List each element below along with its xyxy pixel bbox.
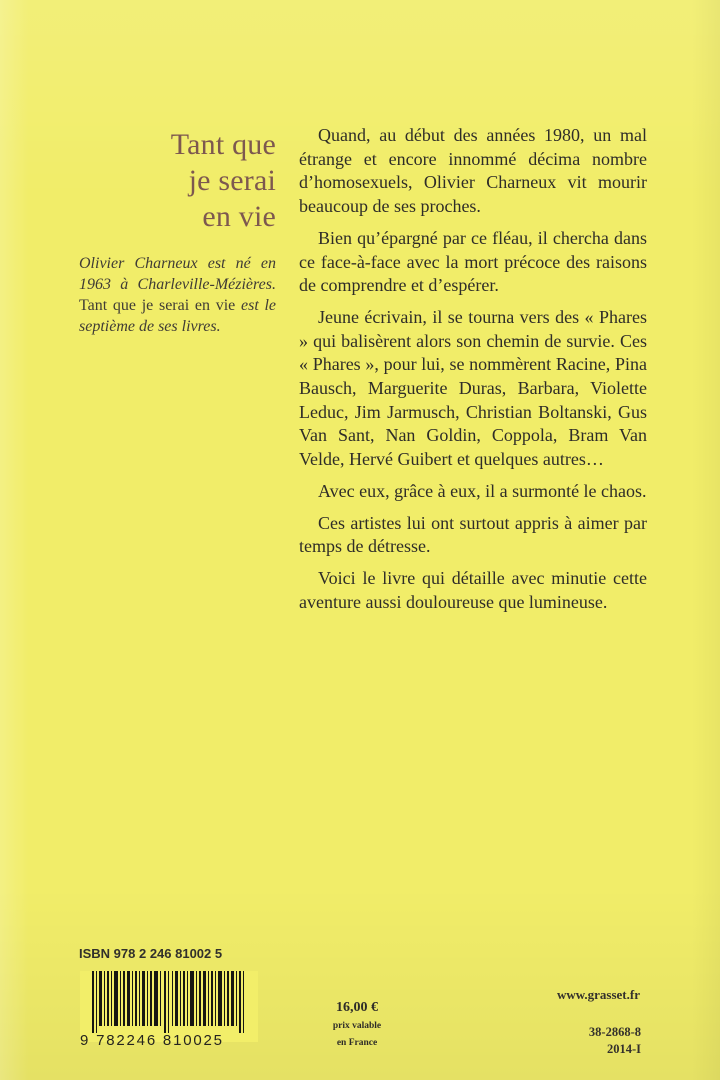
book-title-reference: Tant que je serai en vie <box>79 297 236 314</box>
book-title <box>146 127 276 235</box>
title-line-1: Tant que <box>170 128 276 161</box>
blurb-paragraph-3: Jeune écrivain, il se tourna vers des « Phares » qui balisèrent alors son chemin de survie. Ces « Phares », pour lui, se nommèrent Racine, Pina Bausch, Marguerite Duras, Barbara, Violette Leduc, Jim Jarmusch, Christian Boltanski, Gus Van Sant, Nan Goldin, Coppola, Bram Van Velde, Hervé Guibert et quelques autres… <box>299 306 647 470</box>
book-blurb <box>299 124 647 622</box>
title-line-3: en vie <box>202 200 276 233</box>
price-block <box>322 999 392 1050</box>
price-validity-line-2: en France <box>336 1038 378 1048</box>
blurb-paragraph-6: Voici le livre qui détaille avec minutie cette aventure aussi douloureuse que lumineuse. <box>299 567 647 612</box>
blurb-paragraph-5: Ces artistes lui ont surtout appris à aimer par temps de détresse. <box>299 512 647 557</box>
blurb-paragraph-2: Bien qu’épargné par ce fléau, il chercha dans ce face-à-face avec la mort précoce des raisons de comprendre et d’espérer. <box>299 227 647 296</box>
barcode-number: 9 782246 810025 <box>80 1032 224 1049</box>
catalog-codes <box>589 1024 641 1058</box>
catalog-code-2: 2014-I <box>606 1042 641 1056</box>
publisher-website: www.grasset.fr <box>556 987 640 1002</box>
book-price: 16,00 € <box>336 1000 378 1015</box>
author-biography <box>79 253 276 337</box>
blurb-paragraph-1: Quand, au début des années 1980, un mal étrange et encore innommé décima nombre d’homosexuels, Olivier Charneux vit mourir beaucoup de ses proches. <box>299 125 647 217</box>
catalog-code-1: 38-2868-8 <box>588 1025 641 1039</box>
blurb-paragraph-4: Avec eux, grâce à eux, il a surmonté le chaos. <box>318 480 647 501</box>
title-line-2: je serai <box>188 164 276 197</box>
book-number-note: est le septième de ses livres. <box>79 297 277 335</box>
isbn-label: ISBN 978 2 246 81002 5 <box>79 946 223 961</box>
price-validity-line-1: prix valable <box>332 1021 382 1031</box>
author-bio-sentence: Olivier Charneux est né en 1963 à Charleville-Mézières. <box>79 255 276 293</box>
